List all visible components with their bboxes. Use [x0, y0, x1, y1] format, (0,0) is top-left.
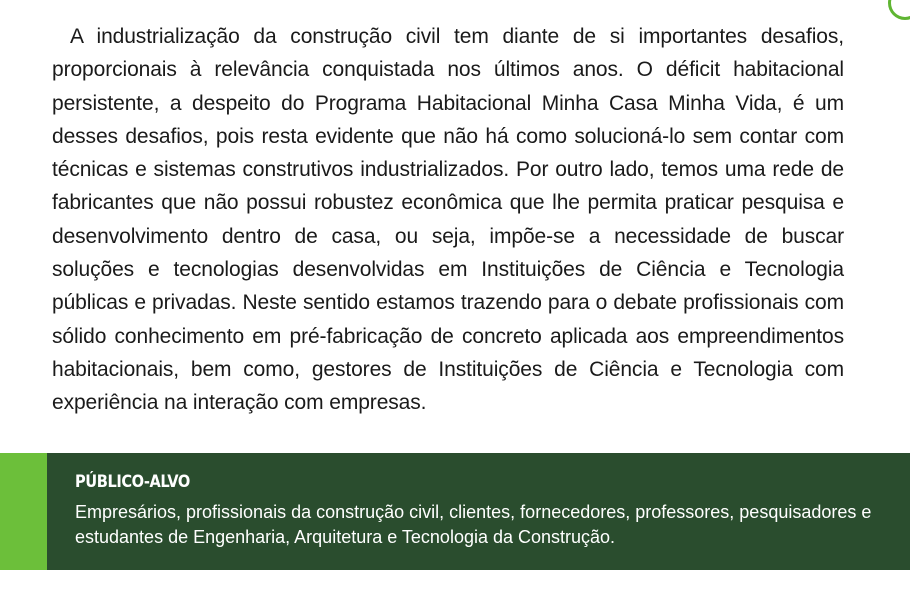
audience-accent-stripe [0, 453, 47, 570]
intro-paragraph: A industrialização da construção civil tem diante de si importantes desafios, proporcionais à relevância conquistada nos últimos anos. O déficit habitacional persistente, a despeito do Programa Habitacional Minha Casa Minha Vida, é um desses desafios, pois resta evidente que não há como solucioná-lo sem contar com técnicas e sistemas construtivos industrializados. Por outro lado, temos uma rede de fabricantes que não possui robustez econômica que lhe permita praticar pesquisa e desenvolvimento dentro de casa, ou seja, impõe-se a necessidade de buscar soluções e tecnologias desenvolvidas em Instituições de Ciência e Tecnologia públicas e privadas. Neste sentido estamos trazendo para o debate profissionais com sólido conhecimento em pré-fabricação de concreto aplicada aos empreendimentos habitacionais, bem como, gestores de Instituições de Ciência e Tecnologia com experiência na interação com empresas. [52, 25, 844, 415]
audience-title: PÚBLICO-ALVO [75, 472, 190, 492]
corner-accent-decoration [888, 0, 910, 20]
target-audience-section [0, 453, 910, 570]
audience-description: Empresários, profissionais da construção civil, clientes, fornecedores, professores, pesquisadores e estudantes de Engenharia, Arquitetura e Tecnologia da Construção. [75, 502, 872, 547]
